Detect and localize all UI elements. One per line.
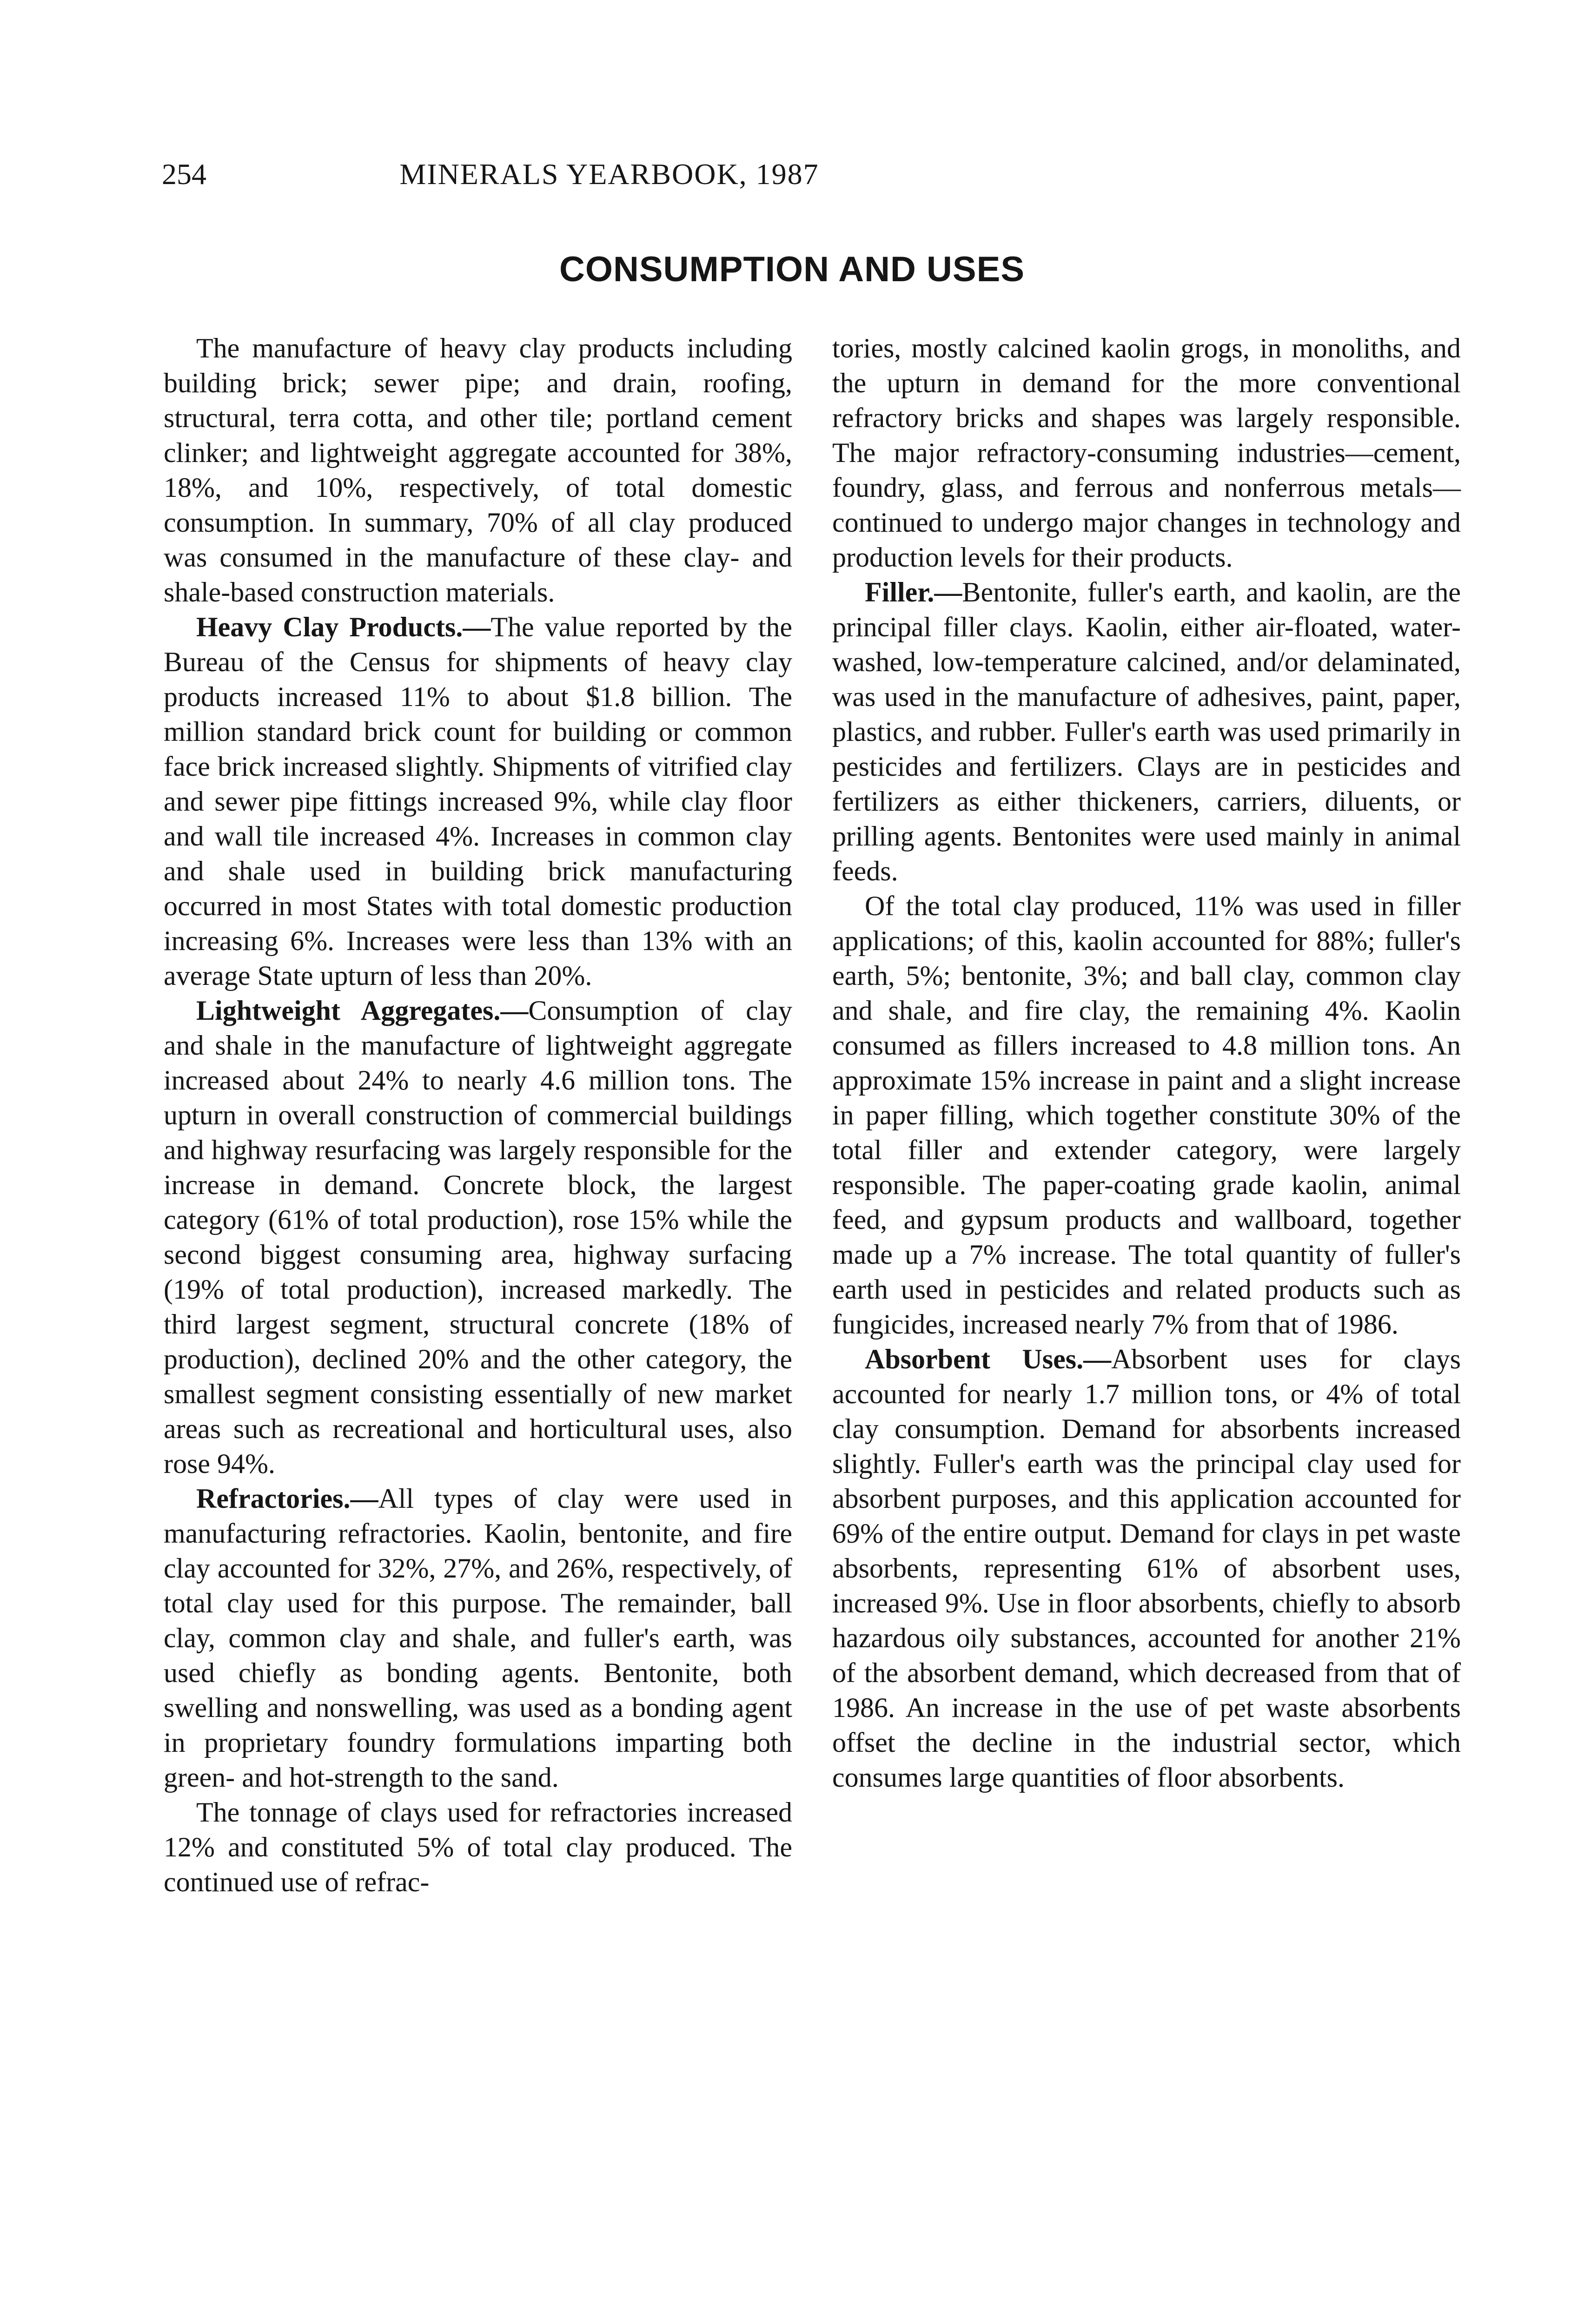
paragraph-heavy-clay-products	[164, 610, 792, 993]
run-in-heading-refractories: Refractories.—	[196, 1483, 378, 1514]
paragraph-refractories	[164, 1481, 792, 1795]
paragraph-lightweight-aggregates	[164, 993, 792, 1481]
right-column	[832, 331, 1461, 1795]
paragraph-refractories-continued: tories, mostly calcined kaolin grogs, in monoliths, and the upturn in demand for the more conventional refractory bricks and shapes was largely responsible. The major refractory-consuming industries—cement, foundry, glass, and ferrous and nonferrous metals—continued to undergo major changes in technology and production levels for their products.	[832, 333, 1461, 573]
left-column	[164, 331, 792, 1900]
paragraph-absorbent-uses	[832, 1342, 1461, 1795]
run-in-heading-lightweight-aggregates: Lightweight Aggregates.—	[196, 995, 529, 1026]
running-head	[162, 153, 1057, 195]
running-title: MINERALS YEARBOOK, 1987	[399, 158, 819, 191]
run-in-heading-absorbent-uses: Absorbent Uses.—	[865, 1344, 1112, 1374]
paragraph-filler	[832, 575, 1461, 889]
paragraph-text: All types of clay were used in manufacturing refractories. Kaolin, bentonite, and fire clay accounted for 32%, 27%, and 26%, respectively, of total clay used for this purpose. The remainder, ball clay, common clay and shale, and fuller's earth, was used chiefly as bonding agents. Bentonite, both swelling and nonswelling, was used as a bonding agent in proprietary foundry formulations imparting both green- and hot-strength to the sand.	[164, 1483, 792, 1793]
section-heading: CONSUMPTION AND USES	[559, 250, 1025, 289]
paragraph-refractories-tonnage: The tonnage of clays used for refractories increased 12% and constituted 5% of total clay produced. The continued use of refrac-	[164, 1797, 792, 1897]
paragraph-filler-totals: Of the total clay produced, 11% was used in filler applications; of this, kaolin accounted for 88%; fuller's earth, 5%; bentonite, 3%; and ball clay, common clay and shale, and fire clay, the remaining 4%. Kaolin consumed as fillers increased to 4.8 million tons. An approximate 15% increase in paint and a slight increase in paper filling, which together constitute 30% of the total filler and extender category, were largely responsible. The paper-coating grade kaolin, animal feed, and gypsum products and wallboard, together made up a 7% increase. The total quantity of fuller's earth used in pesticides and related products such as fungicides, increased nearly 7% from that of 1986.	[832, 891, 1461, 1340]
paragraph-text: Consumption of clay and shale in the manufacture of lightweight aggregate increased about 24% to nearly 4.6 million tons. The upturn in overall construction of commercial buildings and highway resurfacing was largely responsible for the increase in demand. Concrete block, the largest category (61% of total production), rose 15% while the second biggest consuming area, highway surfacing (19% of total production), increased markedly. The third largest segment, structural concrete (18% of production), declined 20% and the other category, the smallest segment consisting essentially of new market areas such as recreational and horticultural uses, also rose 94%.	[164, 995, 792, 1479]
paragraph-heavy-clay-intro: The manufacture of heavy clay products including building brick; sewer pipe; and drain, roofing, structural, terra cotta, and other tile; portland cement clinker; and lightweight aggregate accounted for 38%, 18%, and 10%, respectively, of total domestic consumption. In summary, 70% of all clay produced was consumed in the manufacture of these clay- and shale-based construction materials.	[164, 333, 792, 607]
paragraph-text: The value reported by the Bureau of the Census for shipments of heavy clay products increased 11% to about $1.8 billion. The million standard brick count for building or common face brick increased slightly. Shipments of vitrified clay and sewer pipe fittings increased 9%, while clay floor and wall tile increased 4%. Increases in common clay and shale used in building brick manufacturing occurred in most States with total domestic production increasing 6%. Increases were less than 13% with an average State upturn of less than 20%.	[164, 612, 792, 991]
page-number: 254	[162, 158, 206, 191]
run-in-heading-filler: Filler.—	[865, 577, 962, 607]
paragraph-text: Bentonite, fuller's earth, and kaolin, are the principal filler clays. Kaolin, either air-floated, water-washed, low-temperature calcined, and/or delaminated, was used in the manufacture of adhesives, paint, paper, plastics, and rubber. Fuller's earth was used primarily in pesticides and fertilizers. Clays are in pesticides and fertilizers as either thickeners, carriers, diluents, or prilling agents. Bentonites were used mainly in animal feeds.	[832, 577, 1461, 886]
run-in-heading-heavy-clay-products: Heavy Clay Products.—	[196, 612, 491, 642]
paragraph-text: Absorbent uses for clays accounted for nearly 1.7 million tons, or 4% of total clay consumption. Demand for absorbents increased slightly. Fuller's earth was the principal clay used for absorbent purposes, and this application accounted for 69% of the entire output. Demand for clays in pet waste absorbents, representing 61% of absorbent uses, increased 9%. Use in floor absorbents, chiefly to absorb hazardous oily substances, accounted for another 21% of the absorbent demand, which decreased from that of 1986. An increase in the use of pet waste absorbents offset the decline in the industrial sector, which consumes large quantities of floor absorbents.	[832, 1344, 1461, 1793]
